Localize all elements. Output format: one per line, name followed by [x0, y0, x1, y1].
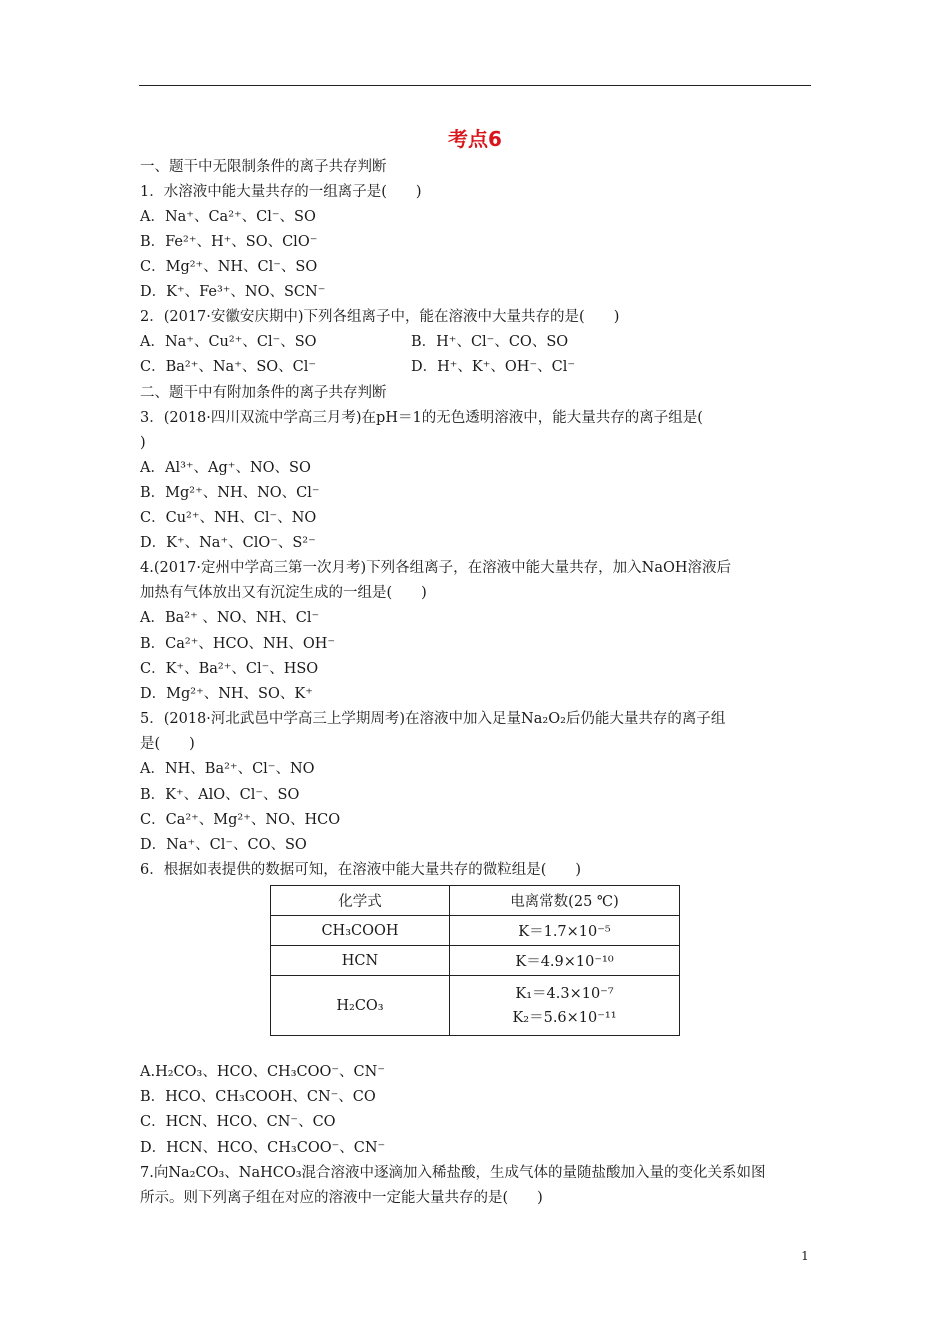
table-cell-constant: K＝1.7×10⁻⁵: [450, 916, 680, 946]
q2-option-d: D．H⁺、K⁺、OH⁻、Cl⁻: [411, 359, 575, 375]
q3-stem-line1: 3．(2018·四川双流中学高三月考)在pH＝1的无色透明溶液中，能大量共存的离子组是(: [140, 410, 703, 426]
q2-option-b: B．H⁺、Cl⁻、CO、SO: [411, 334, 569, 350]
q2-option-a: A．Na⁺、Cu²⁺、Cl⁻、SO: [140, 334, 317, 350]
q6-stem: 6．根据如表提供的数据可知，在溶液中能大量共存的微粒组是( ): [140, 862, 582, 878]
table-cell-formula: HCN: [271, 946, 450, 976]
table-cell-formula: CH₃COOH: [271, 916, 450, 946]
q5-stem-line1: 5．(2018·河北武邑中学高三上学期周考)在溶液中加入足量Na₂O₂后仍能大量共存的离子组: [140, 711, 726, 727]
table-cell-constant: K＝4.9×10⁻¹⁰: [450, 946, 680, 976]
table-row: [271, 946, 680, 976]
q4-option-a: A．Ba²⁺ 、NO、NH、Cl⁻: [140, 610, 320, 626]
q4-option-c: C．K⁺、Ba²⁺、Cl⁻、HSO: [140, 661, 319, 677]
q5-stem-line2: 是( ): [140, 736, 195, 752]
q4-option-b: B．Ca²⁺、HCO、NH、OH⁻: [140, 636, 336, 652]
header-rule: [139, 85, 811, 86]
q2-option-c: C．Ba²⁺、Na⁺、SO、Cl⁻: [140, 359, 317, 375]
table-header-formula: 化学式: [271, 886, 450, 916]
table-cell-constant-k2: K₂＝5.6×10⁻¹¹: [512, 1009, 617, 1026]
q5-option-a: A．NH、Ba²⁺、Cl⁻、NO: [140, 761, 315, 777]
q4-stem-line1: 4.(2017·定州中学高三第一次月考)下列各组离子，在溶液中能大量共存，加入NaOH溶液后: [140, 560, 732, 576]
section-heading-2: 二、题干中有附加条件的离子共存判断: [140, 385, 387, 401]
q1-option-b: B．Fe²⁺、H⁺、SO、ClO⁻: [140, 234, 318, 250]
table-row: [271, 916, 680, 946]
table-cell-constant: [450, 976, 680, 1036]
table-cell-formula: H₂CO₃: [271, 976, 450, 1036]
q1-stem: 1．水溶液中能大量共存的一组离子是( ): [140, 184, 422, 200]
q5-option-b: B．K⁺、AlO、Cl⁻、SO: [140, 787, 300, 803]
q6-option-c: C．HCN、HCO、CN⁻、CO: [140, 1114, 336, 1130]
page-number: 1: [801, 1249, 809, 1263]
q4-stem-line2: 加热有气体放出又有沉淀生成的一组是( ): [140, 585, 427, 601]
q3-option-d: D．K⁺、Na⁺、ClO⁻、S²⁻: [140, 535, 316, 551]
q5-option-d: D．Na⁺、Cl⁻、CO、SO: [140, 837, 307, 853]
ionization-constant-table: [270, 885, 680, 1036]
q3-stem-line2: ): [140, 435, 146, 451]
q6-option-d: D．HCN、HCO、CH₃COO⁻、CN⁻: [140, 1140, 386, 1156]
q2-stem: 2．(2017·安徽安庆期中)下列各组离子中，能在溶液中大量共存的是( ): [140, 309, 620, 325]
q3-option-c: C．Cu²⁺、NH、Cl⁻、NO: [140, 510, 317, 526]
q1-option-a: A．Na⁺、Ca²⁺、Cl⁻、SO: [140, 209, 316, 225]
q7-stem-line1: 7.向Na₂CO₃、NaHCO₃混合溶液中逐滴加入稀盐酸，生成气体的量随盐酸加入量的变化关系如图: [140, 1165, 766, 1181]
q5-option-c: C．Ca²⁺、Mg²⁺、NO、HCO: [140, 812, 341, 828]
page-title: 考点6: [448, 127, 502, 151]
q6-option-b: B．HCO、CH₃COOH、CN⁻、CO: [140, 1089, 376, 1105]
q6-option-a: A.H₂CO₃、HCO、CH₃COO⁻、CN⁻: [140, 1064, 385, 1080]
section-heading-1: 一、题干中无限制条件的离子共存判断: [140, 159, 387, 175]
q3-option-a: A．Al³⁺、Ag⁺、NO、SO: [140, 460, 311, 476]
q7-stem-line2: 所示。则下列离子组在对应的溶液中一定能大量共存的是( ): [140, 1190, 543, 1206]
q1-option-d: D．K⁺、Fe³⁺、NO、SCN⁻: [140, 284, 326, 300]
q4-option-d: D．Mg²⁺、NH、SO、K⁺: [140, 686, 313, 702]
table-header-constant: 电离常数(25 ℃): [450, 886, 680, 916]
q3-option-b: B．Mg²⁺、NH、NO、Cl⁻: [140, 485, 320, 501]
q1-option-c: C．Mg²⁺、NH、Cl⁻、SO: [140, 259, 318, 275]
table-row: [271, 976, 680, 1036]
table-cell-constant-k1: K₁＝4.3×10⁻⁷: [515, 985, 614, 1002]
